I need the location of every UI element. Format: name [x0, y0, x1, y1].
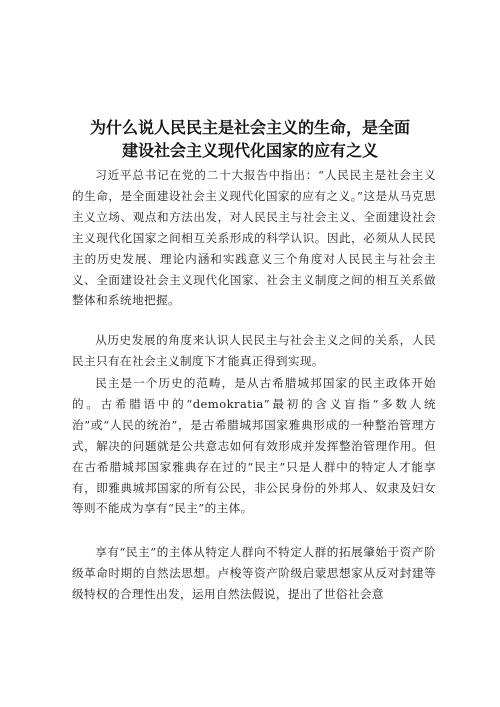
paragraph-greek-democracy: 民主是一个历史的范畴，是从古希腊城邦国家的民主政体开始的。古希腊语中的“demokratia”最初的含义盲指“多数人统治”或“人民的统治”，是古希腊城邦国家雅典形成的一种整治管理方式，解决的问题就是公共意志如何有效形成并发挥整治管理作用。但在古希腊城邦国家雅典存在过的“民主”只是人群中的特定人才能享有，即雅典城邦国家的所有公民，非公民身份的外邦人、奴隶及妇女等则不能成为享有“民主”的主体。: [72, 376, 436, 516]
paragraph-natural-law: 享有“民主”的主体从特定人群向不特定人群的拓展肇始于资产阶级革命时期的自然法思想。卢梭等资产阶级启蒙思想家从反对封建等级特权的合理性出发，运用自然法假说，提出了世俗社会意: [72, 545, 436, 601]
paragraph-intro: 习近平总书记在党的二十大报告中指出：“人民民主是社会主义的生命，是全面建设社会主义现代化国家的应有之义。”这是从马克思主义立场、观点和方法出发，对人民民主与社会主义、全面建设社会主义现代化国家之间相互关系形成的科学认识。因此，必须从人民民主的历史发展、理论内涵和实践意义三个角度对人民民主与社会主义、全面建设社会主义现代化国家、社会主义制度之间的相互关系做整体和系统地把握。: [72, 168, 436, 308]
document-title-line-2: 建设社会主义现代化国家的应有之义: [121, 141, 378, 160]
paragraph-history-thesis: 从历史发展的角度来认识人民民主与社会主义之间的关系，人民民主只有在社会主义制度下才能真正得到实现。: [72, 333, 436, 368]
document-title-line-1: 为什么说人民民主是社会主义的生命，是全面: [89, 118, 410, 137]
